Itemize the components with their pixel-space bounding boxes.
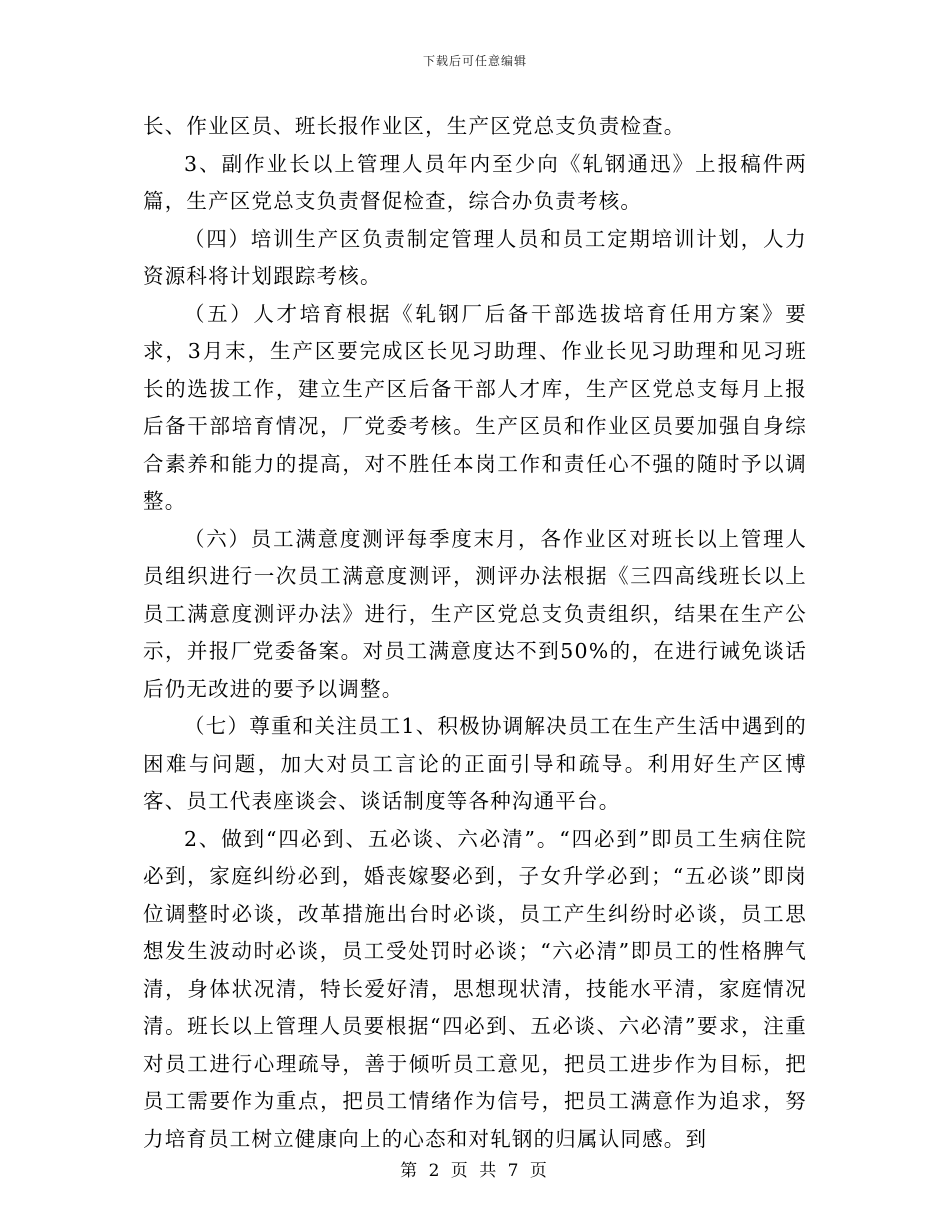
document-body bbox=[143, 108, 807, 1158]
page-number: 第 2 页 共 7 页 bbox=[400, 1161, 550, 1181]
paragraph-section-5-talent: （五）人才培育根据《轧钢厂后备干部选拔培育任用方案》要求，3月末，生产区要完成区长见习助理、作业长见习助理和见习班长的选拔工作，建立生产区后备干部人才库，生产区党总支每月上报后备干部培育情况，厂党委考核。生产区员和作业区员要加强自身综合素养和能力的提高，对不胜任本岗工作和责任心不强的随时予以调整。 bbox=[143, 301, 807, 513]
paragraph-section-6-satisfaction: （六）员工满意度测评每季度末月，各作业区对班长以上管理人员组织进行一次员工满意度测评，测评办法根据《三四高线班长以上员工满意度测评办法》进行，生产区党总支负责组织，结果在生产公示，并报厂党委备案。对员工满意度达不到50%的，在进行诫免谈话后仍无改进的要予以调整。 bbox=[143, 526, 807, 701]
paragraph-section-7-respect: （七）尊重和关注员工1、积极协调解决员工在生产生活中遇到的困难与问题，加大对员工言论的正面引导和疏导。利用好生产区博客、员工代表座谈会、谈话制度等各种沟通平台。 bbox=[143, 714, 807, 813]
page-header: 下载后可任意编辑 bbox=[422, 54, 527, 68]
paragraph-section-4-training: （四）培训生产区负责制定管理人员和员工定期培训计划，人力资源科将计划跟踪考核。 bbox=[143, 226, 807, 288]
paragraph-item-2-four-five-six: 2、做到“四必到、五必谈、六必清”。“四必到”即员工生病住院必到，家庭纠纷必到，婚丧嫁娶必到，子女升学必到；“五必谈”即岗位调整时必谈，改革措施出台时必谈，员工产生纠纷时必谈，员工思想发生波动时必谈，员工受处罚时必谈；“六必清”即员工的性格脾气清，身体状况清，特长爱好清，思想现状清，技能水平清，家庭情况清。班长以上管理人员要根据“四必到、五必谈、六必清”要求，注重对员工进行心理疏导，善于倾听员工意见，把员工进步作为目标，把员工需要作为重点，把员工情绪作为信号，把员工满意作为追求，努力培育员工树立健康向上的心态和对轧钢的归属认同感。到 bbox=[143, 826, 807, 1151]
paragraph-continuation: 长、作业区员、班长报作业区，生产区党总支负责检查。 bbox=[143, 114, 686, 138]
paragraph-item-3: 3、副作业长以上管理人员年内至少向《轧钢通迅》上报稿件两篇，生产区党总支负责督促检查，综合办负责考核。 bbox=[143, 151, 807, 213]
